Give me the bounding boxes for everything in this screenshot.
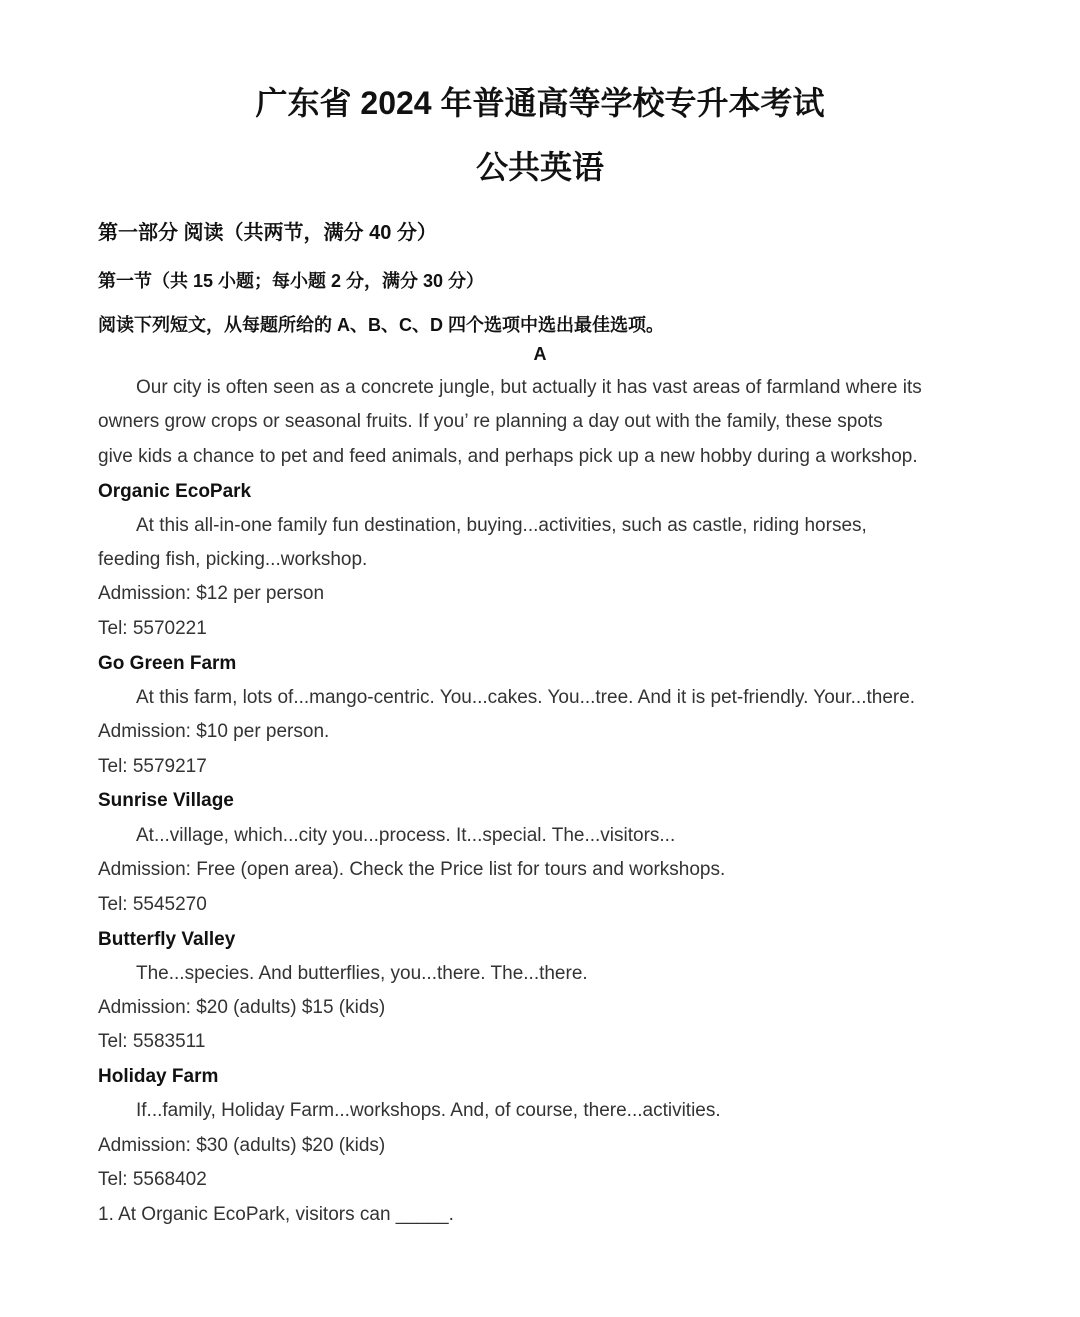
venue-admission: Admission: $30 (adults) $20 (kids): [98, 1135, 386, 1156]
intro-line-3: give kids a chance to pet and feed animals, and perhaps pick up a new hobby during a workshop.: [98, 446, 918, 467]
exam-subject: 公共英语: [475, 149, 604, 185]
venue-name: Sunrise Village: [98, 790, 234, 811]
intro-line-2: owners grow crops or seasonal fruits. If you’ re planning a day out with the family, these spots: [98, 411, 883, 432]
venue-description-line: If...family, Holiday Farm...workshops. And, of course, there...activities.: [136, 1100, 721, 1121]
section-heading: 第一节（共 15 小题；每小题 2 分，满分 30 分）: [98, 271, 485, 291]
venue-tel: Tel: 5579217: [98, 756, 207, 777]
venue-tel: Tel: 5583511: [98, 1031, 206, 1052]
question-item: 1. At Organic EcoPark, visitors can _____.: [98, 1204, 454, 1225]
venue-name: Butterfly Valley: [98, 929, 236, 950]
venue-admission: Admission: Free (open area). Check the Price list for tours and workshops.: [98, 859, 726, 880]
venue-tel: Tel: 5570221: [98, 618, 207, 639]
passage-letter: A: [533, 344, 547, 364]
venue-admission: Admission: $12 per person: [98, 583, 325, 604]
venue-description-line: At this all-in-one family fun destination, buying...activities, such as castle, riding horses,: [136, 515, 867, 536]
exam-title: 广东省 2024 年普通高等学校专升本考试: [255, 85, 825, 121]
venue-description-line: The...species. And butterflies, you...there. The...there.: [136, 963, 588, 984]
venue-tel: Tel: 5568402: [98, 1169, 207, 1190]
venue-description-line: At this farm, lots of...mango-centric. You...cakes. You...tree. And it is pet-friendly. Your...there.: [136, 687, 916, 708]
venue-name: Holiday Farm: [98, 1066, 219, 1087]
venue-name: Organic EcoPark: [98, 481, 252, 502]
venue-description-line: At...village, which...city you...process. It...special. The...visitors...: [136, 825, 676, 846]
venue-description-line: feeding fish, picking...workshop.: [98, 549, 368, 570]
venue-admission: Admission: $10 per person.: [98, 721, 330, 742]
section-instruction: 阅读下列短文，从每题所给的 A、B、C、D 四个选项中选出最佳选项。: [98, 315, 664, 335]
venue-name: Go Green Farm: [98, 653, 237, 674]
venue-admission: Admission: $20 (adults) $15 (kids): [98, 997, 386, 1018]
part-heading: 第一部分 阅读（共两节，满分 40 分）: [98, 222, 437, 244]
intro-line-1: Our city is often seen as a concrete jungle, but actually it has vast areas of farmland where its: [136, 377, 922, 398]
venue-tel: Tel: 5545270: [98, 894, 207, 915]
